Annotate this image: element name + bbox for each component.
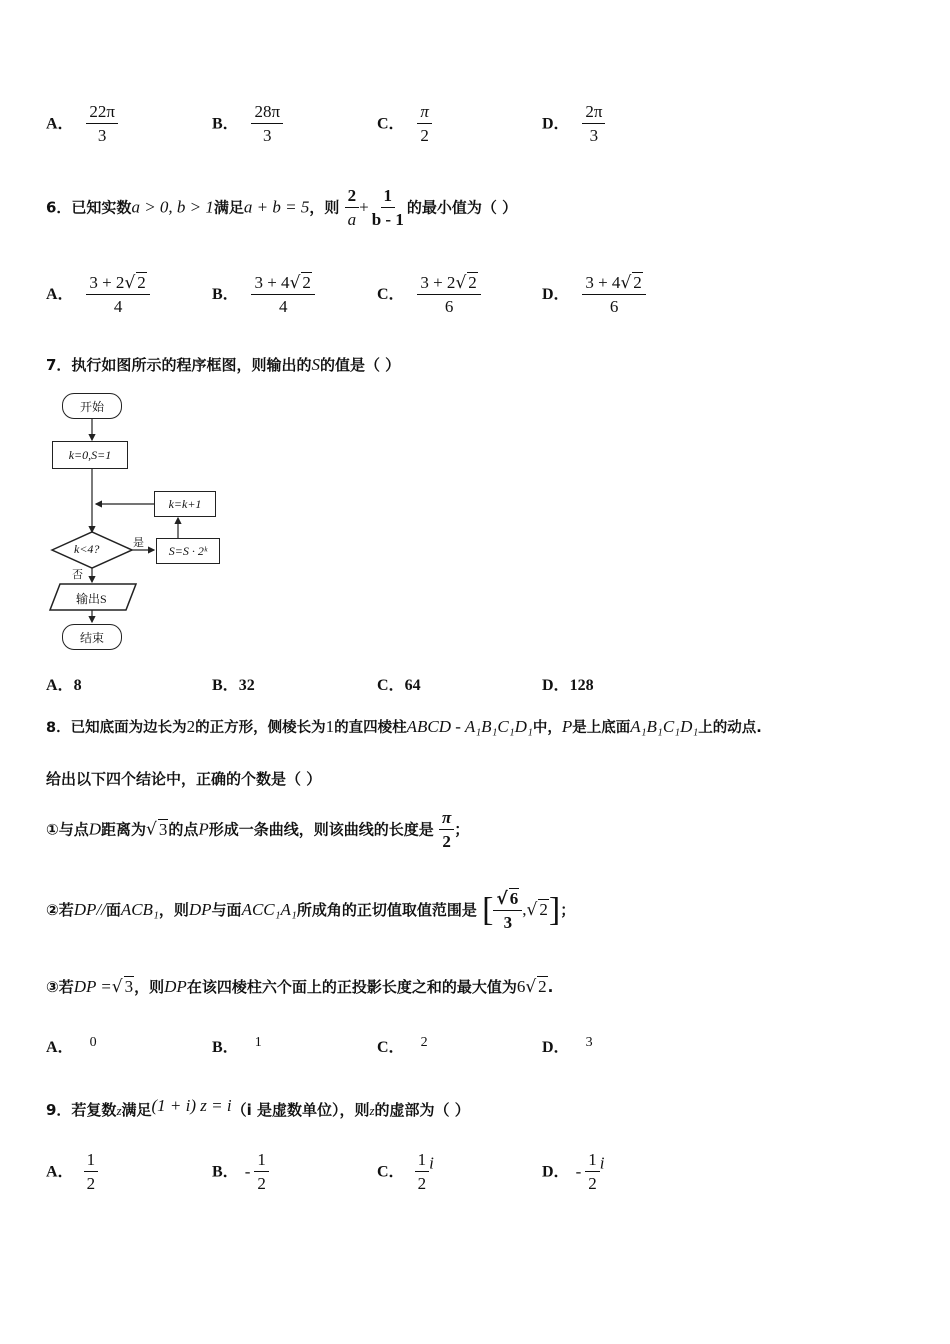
fraction: $\frac{22\pi}{3}$: [86, 102, 118, 146]
flow-start: 开始: [62, 393, 122, 419]
q7-option-d[interactable]: D．128: [542, 677, 594, 694]
q7-option-c[interactable]: C．64: [377, 677, 421, 694]
q9-option-b[interactable]: B． - $\frac{1}{2}$: [212, 1150, 269, 1194]
q8-conclusion-2: ②若DP//面ACB₁，则DP与面ACC₁A₁所成角的正切值取值范围是 [ $\frac{√ 6}{3}$ ,√ 2]；: [46, 889, 576, 932]
q5-option-a[interactable]: [46, 102, 118, 146]
flowchart: [40, 388, 240, 658]
q6-option-b[interactable]: B． $\frac{3 + 4√ 2}{4}$: [212, 272, 315, 317]
fraction: $\frac{3 + 4√ 2}{4}$: [251, 272, 314, 317]
q5-option-b[interactable]: [212, 102, 283, 146]
fraction: $\frac{1}{b - 1}$: [371, 186, 404, 229]
option-label: D．: [542, 115, 570, 133]
fraction: $\frac{2\pi}{3}$: [582, 102, 605, 146]
flow-yes: 是: [133, 536, 144, 549]
q8-option-c[interactable]: C． 2: [377, 1035, 428, 1056]
flow-update: S=S · 2ᵏ: [156, 538, 220, 564]
q8-option-b[interactable]: B． 1: [212, 1035, 262, 1056]
option-label: A．: [46, 115, 74, 133]
fraction: $\frac{\pi}{2}$: [439, 808, 454, 852]
q9-option-a[interactable]: A． $\frac{1}{2}$: [46, 1150, 98, 1194]
flow-end: 结束: [62, 624, 122, 650]
fraction: $\frac{1}{2}$: [254, 1150, 269, 1194]
option-label: B．: [212, 115, 239, 133]
flowchart-connectors: [40, 388, 240, 658]
q8-stem-line2: 给出以下四个结论中，正确的个数是（ ）: [46, 770, 322, 788]
flow-init: k=0,S=1: [52, 441, 128, 469]
fraction: $\frac{1}{2}$: [84, 1150, 99, 1194]
q8-option-d[interactable]: D． 3: [542, 1035, 593, 1056]
flow-increment: k=k+1: [154, 491, 216, 517]
q6-option-c[interactable]: C． $\frac{3 + 2√ 2}{6}$: [377, 272, 481, 317]
q8-option-a[interactable]: A． 0: [46, 1035, 97, 1056]
q8-stem-line1: 8．已知底面为边长为2的正方形，侧棱长为1的直四棱柱ABCD - A₁B₁C₁D₁中，P是上底面A₁B₁C₁D₁上的动点.: [46, 717, 762, 736]
flow-output: 输出S: [76, 592, 107, 606]
option-label: C．: [377, 115, 405, 133]
flow-no: 否: [72, 568, 83, 581]
q6-option-a[interactable]: A． $\frac{3 + 2√ 2}{4}$: [46, 272, 150, 317]
q8-conclusion-1: ①与点D距离为√ 3的点P形成一条曲线，则该曲线的长度是 $\frac{\pi}{2}$ ；: [46, 808, 470, 851]
q8-conclusion-3: ③若DP =√ 3，则DP在该四棱柱六个面上的正投影长度之和的最大值为6√ 2.: [46, 977, 554, 997]
fraction: $\frac{\pi}{2}$: [417, 102, 432, 146]
fraction: $\frac{2}{a}$: [345, 186, 360, 230]
q7-option-a[interactable]: A．8: [46, 677, 82, 694]
q7-stem: 7．执行如图所示的程序框图，则输出的S的值是（ ）: [46, 355, 401, 374]
fraction: $\frac{3 + 2√ 2}{6}$: [417, 272, 480, 317]
fraction: $\frac{√ 6}{3}$: [493, 888, 522, 933]
q5-option-c[interactable]: [377, 102, 432, 146]
q9-option-d[interactable]: D． - $\frac{1}{2}$ i: [542, 1150, 605, 1193]
q9-stem: 9．若复数z满足(1 + i) z = i（i 是虚数单位），则z的虚部为（ ）: [46, 1096, 470, 1119]
flow-condition: k<4?: [74, 542, 100, 556]
fraction: $\frac{1}{2}$: [585, 1150, 600, 1194]
q5-option-d[interactable]: [542, 102, 605, 146]
q6-option-d[interactable]: D． $\frac{3 + 4√ 2}{6}$: [542, 272, 646, 317]
fraction: $\frac{3 + 2√ 2}{4}$: [86, 272, 149, 317]
fraction: $\frac{1}{2}$: [415, 1150, 430, 1194]
fraction: $\frac{28\pi}{3}$: [251, 102, 283, 146]
q9-option-c[interactable]: C． $\frac{1}{2}$ i: [377, 1150, 434, 1193]
q6-stem: 6．已知实数a > 0, b > 1满足a + b = 5，则 $\frac{2}{a}$ + $\frac{1}{b - 1}$ 的最小值为（ ）: [46, 186, 518, 229]
fraction: $\frac{3 + 4√ 2}{6}$: [582, 272, 645, 317]
q7-option-b[interactable]: B．32: [212, 677, 255, 694]
